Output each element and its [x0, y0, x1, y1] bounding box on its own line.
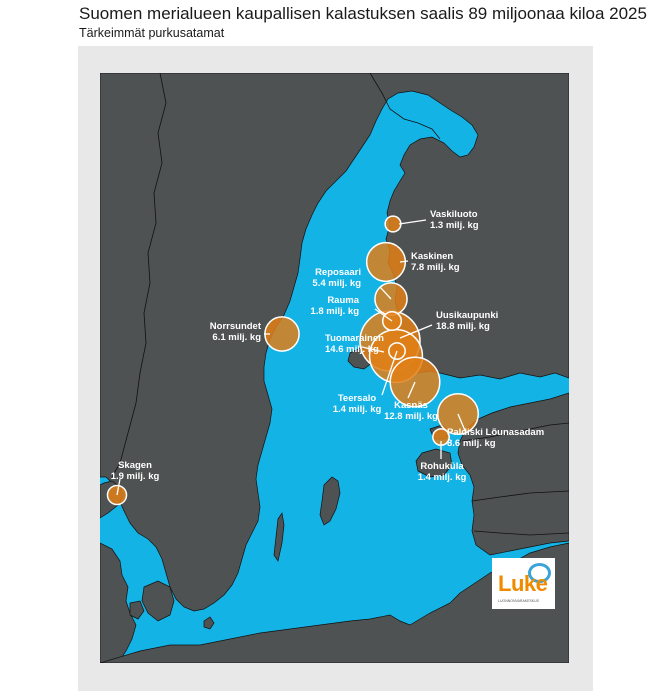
port-name: Kaskinen: [411, 251, 454, 262]
port-marker-kaskinen: [367, 243, 406, 282]
port-name: Teersalo: [337, 393, 377, 404]
port-value: 18.8 milj. kg: [436, 321, 490, 332]
port-label-reposaari: [312, 267, 361, 289]
port-value: 8.6 milj. kg: [447, 438, 496, 449]
port-label-rohuk-la: [418, 461, 467, 483]
map-title: Suomen merialueen kaupallisen kalastuksen saalis 89 miljoonaa kiloa 2025: [79, 4, 647, 23]
port-name: Norrsundet: [209, 321, 261, 332]
port-label-kaskinen: [411, 251, 460, 273]
port-name: Skagen: [118, 460, 152, 471]
port-name: Uusikaupunki: [436, 310, 499, 321]
port-label-tuomarainen: [325, 333, 384, 355]
logo-wordmark: Luke: [498, 571, 548, 596]
port-value: 1.4 milj. kg: [332, 404, 382, 415]
port-label-uusikaupunki: [436, 310, 498, 332]
port-value: 7.8 milj. kg: [411, 262, 460, 273]
port-value: 6.1 milj. kg: [212, 332, 261, 343]
port-name: Rohuküla: [420, 461, 464, 472]
port-value: 1.4 milj. kg: [417, 472, 467, 483]
port-name: Kasnäs: [394, 400, 428, 411]
port-marker-norrsundet: [265, 317, 299, 351]
port-marker-vaskiluoto: [385, 216, 401, 232]
port-name: Vaskiluoto: [430, 209, 478, 220]
port-value: 1.9 milj. kg: [110, 471, 160, 482]
port-value: 1.8 milj. kg: [310, 306, 359, 317]
logo-tagline: LUONNONVARAKESKUS: [498, 599, 539, 603]
port-name: Tuomarainen: [325, 333, 384, 344]
port-value: 12.8 milj. kg: [384, 411, 438, 422]
port-value: 14.6 milj. kg: [325, 344, 379, 355]
map-subtitle: Tärkeimmät purkusatamat: [79, 26, 225, 40]
port-label-vaskiluoto: [430, 209, 479, 231]
port-value: 5.4 milj. kg: [312, 278, 361, 289]
port-name: Rauma: [327, 295, 359, 306]
luke-logo: [492, 558, 555, 609]
port-label-teersalo: [333, 393, 382, 415]
port-label-norrsundet: [210, 321, 262, 343]
port-value: 1.3 milj. kg: [430, 220, 479, 231]
port-name: Paldiski Lõunasadam: [447, 427, 545, 438]
port-name: Reposaari: [315, 267, 361, 278]
